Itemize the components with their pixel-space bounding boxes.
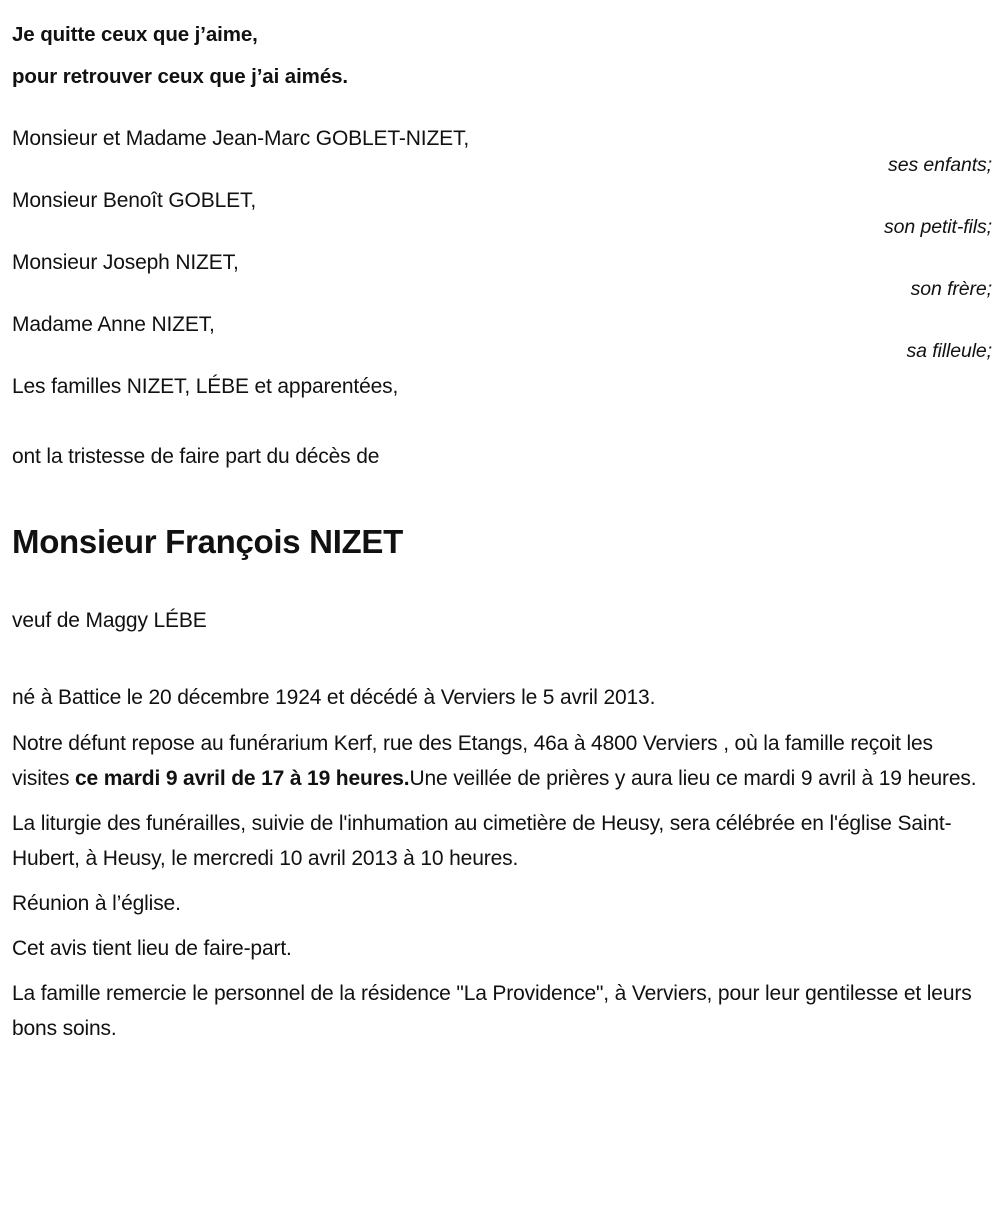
deceased-name: Monsieur François NIZET	[12, 523, 403, 560]
relative-row	[12, 248, 992, 310]
birth-death-line: né à Battice le 20 décembre 1924 et décédé à Verviers le 5 avril 2013.	[12, 686, 656, 709]
announcement-lead-in: ont la tristesse de faire part du décès de	[12, 445, 380, 468]
funeral-paragraph: La liturgie des funérailles, suivie de l'inhumation au cimetière de Heusy, sera célébrée en l'église Saint-Hubert, à Heusy, le mercredi 10 avril 2013 à 10 heures.	[12, 812, 952, 870]
relative-name: Les familles NIZET, LÉBE et apparentées,	[12, 375, 399, 398]
gathering-paragraph: Réunion à l’église.	[12, 892, 181, 915]
opening-verse	[12, 0, 992, 98]
relative-name: Madame Anne NIZET,	[12, 313, 215, 336]
relative-row	[12, 310, 992, 372]
relative-relation: son frère;	[910, 278, 992, 300]
wake-text-part-1: Notre défunt repose au funérarium Kerf, rue des Etangs, 46a à 4800 Verviers , où la famille reçoit les visites	[12, 732, 933, 790]
wake-text-part-2: Une veillée de prières y aura lieu ce mardi 9 avril à 19 heures.	[409, 767, 977, 790]
wake-paragraph	[12, 726, 987, 796]
thanks-paragraph: La famille remercie le personnel de la résidence "La Providence", à Verviers, pour leur gentilesse et leurs bons soins.	[12, 982, 972, 1040]
relatives-list	[12, 124, 992, 402]
relative-name: Monsieur Joseph NIZET,	[12, 251, 239, 274]
relative-relation: sa filleule;	[906, 340, 992, 362]
relative-name: Monsieur et Madame Jean-Marc GOBLET-NIZET,	[12, 127, 470, 150]
verse-line-2: pour retrouver ceux que j’ai aimés.	[12, 65, 349, 88]
relative-relation: son petit-fils;	[884, 216, 992, 238]
deceased-spouse-line: veuf de Maggy LÉBE	[12, 609, 207, 632]
wake-visiting-hours: ce mardi 9 avril de 17 à 19 heures.	[74, 767, 410, 790]
notice-paragraph: Cet avis tient lieu de faire-part.	[12, 937, 292, 960]
details-section	[12, 680, 992, 1046]
relative-row	[12, 124, 992, 186]
relative-name: Monsieur Benoît GOBLET,	[12, 189, 256, 212]
relative-relation: ses enfants;	[888, 154, 992, 176]
relative-row	[12, 372, 992, 402]
relative-row	[12, 186, 992, 248]
verse-line-1: Je quitte ceux que j’aime,	[12, 23, 258, 46]
